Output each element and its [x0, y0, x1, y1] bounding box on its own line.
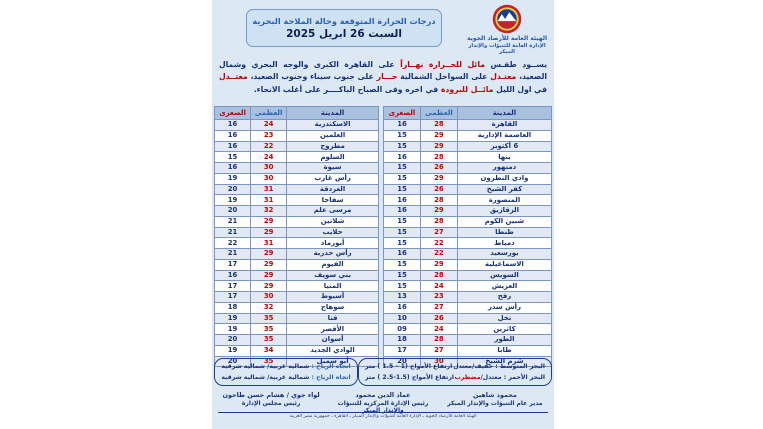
city-cell: أبورماد [287, 238, 379, 249]
agency-block [464, 4, 550, 55]
city-cell: السلوم [287, 152, 379, 163]
max-temp-cell: 26 [420, 184, 457, 195]
max-temp-cell: 28 [420, 270, 457, 281]
temperature-tables [214, 106, 552, 367]
min-temp-cell: 20 [384, 356, 421, 367]
table-row [384, 259, 552, 270]
max-temp-cell: 32 [251, 302, 287, 313]
max-temp-cell: 26 [420, 313, 457, 324]
table-row [215, 292, 379, 303]
min-temp-cell: 16 [215, 120, 251, 131]
forecast-segment: مائــل للبرودة [438, 84, 494, 94]
city-cell: رأس حدربة [287, 249, 379, 260]
table-row [215, 184, 379, 195]
max-column-header: العظمى [251, 107, 287, 120]
bulletin-title: درجات الحرارة المتوقعة وحالة الملاحة البحرية [252, 16, 436, 26]
min-temp-cell: 13 [384, 292, 421, 303]
city-cell: بني سويف [287, 270, 379, 281]
max-temp-cell: 22 [420, 238, 457, 249]
min-temp-cell: 16 [384, 120, 421, 131]
city-cell: شلاتين [287, 216, 379, 227]
table-row [215, 152, 379, 163]
min-temp-cell: 16 [384, 195, 421, 206]
max-temp-cell: 29 [420, 141, 457, 152]
mediterranean-label: البحر المتوسط : [495, 363, 545, 371]
city-cell: أسيوط [287, 292, 379, 303]
min-temp-cell: 18 [215, 302, 251, 313]
max-temp-cell: 24 [251, 152, 287, 163]
city-cell: العاصمة الإدارية [457, 130, 551, 141]
forecast-paragraph [219, 59, 547, 96]
table-row [215, 227, 379, 238]
city-cell: رفح [457, 292, 551, 303]
right-table-body [384, 120, 552, 367]
max-temp-cell: 27 [420, 227, 457, 238]
signature-name: عماد الدين محمود [355, 391, 411, 399]
agency-name: الهيئة العامة للأرصاد الجوية [466, 35, 548, 42]
table-row [215, 313, 379, 324]
max-temp-cell: 31 [251, 238, 287, 249]
min-temp-cell: 15 [384, 173, 421, 184]
max-temp-cell: 22 [251, 141, 287, 152]
max-temp-cell: 28 [420, 195, 457, 206]
bulletin-date: السبت 26 ابريل 2025 [286, 28, 402, 40]
min-temp-cell: 16 [215, 130, 251, 141]
min-temp-cell: 15 [384, 259, 421, 270]
max-temp-cell: 24 [420, 324, 457, 335]
min-temp-cell: 15 [384, 141, 421, 152]
max-temp-cell: 27 [420, 302, 457, 313]
signature-name: محمود شاهين [472, 391, 517, 399]
city-cell: بورسعيد [457, 249, 551, 260]
min-temp-cell: 17 [215, 281, 251, 292]
table-row [384, 173, 552, 184]
table-row [384, 238, 552, 249]
wind-label: اتجاه الرياح : [311, 363, 351, 371]
city-cell: الفيوم [287, 259, 379, 270]
min-temp-cell: 15 [384, 227, 421, 238]
max-temp-cell: 29 [251, 259, 287, 270]
min-temp-cell: 17 [384, 345, 421, 356]
forecast-segment: حـــار [373, 72, 398, 82]
footer-fineprint[interactable]: الهيئة العامة للأرصاد الجوية ـ الإدارة العامة للتنبؤات والإنذار المبكر ـ القاهرة ـ جمهورية مصر العربية [289, 414, 477, 419]
wind-direction-box [214, 358, 358, 386]
table-row [384, 302, 552, 313]
max-temp-cell: 26 [420, 163, 457, 174]
table-row [384, 130, 552, 141]
min-temp-cell: 17 [215, 259, 251, 270]
table-row [384, 163, 552, 174]
table-row [384, 281, 552, 292]
max-temp-cell: 28 [420, 335, 457, 346]
table-row [384, 270, 552, 281]
city-cell: الغردقة [287, 184, 379, 195]
weather-bulletin-page [212, 0, 554, 429]
max-temp-cell: 35 [251, 324, 287, 335]
left-table-body [215, 120, 379, 367]
city-cell: أسوان [287, 335, 379, 346]
max-temp-cell: 28 [420, 152, 457, 163]
max-temp-cell: 23 [420, 292, 457, 303]
city-cell: السويس [457, 270, 551, 281]
wind-value: شمالية غربية/ شمالية شرقية [221, 373, 310, 381]
footer-divider [218, 412, 548, 413]
temperature-table-left [214, 106, 379, 367]
table-row [384, 120, 552, 131]
min-temp-cell: 17 [215, 292, 251, 303]
min-temp-cell: 16 [384, 302, 421, 313]
signature-forecast-director [440, 391, 550, 414]
mediterranean-wave-height: ارتفاع الأمواج (1 – 1.5 ) متر [365, 363, 453, 371]
city-cell: مرسى علم [287, 206, 379, 217]
city-cell: العريش [457, 281, 551, 292]
max-temp-cell: 30 [420, 356, 457, 367]
max-temp-cell: 28 [420, 216, 457, 227]
table-row [215, 249, 379, 260]
table-row [384, 313, 552, 324]
city-cell: دمياط [457, 238, 551, 249]
max-column-header: العظمى [420, 107, 457, 120]
table-row [215, 163, 379, 174]
max-temp-cell: 24 [251, 120, 287, 131]
table-row [215, 130, 379, 141]
min-temp-cell: 20 [215, 206, 251, 217]
max-temp-cell: 29 [251, 249, 287, 260]
table-row [215, 324, 379, 335]
city-cell: رأس غارب [287, 173, 379, 184]
city-cell: كفر الشيخ [457, 184, 551, 195]
max-temp-cell: 32 [251, 206, 287, 217]
city-cell: العلمين [287, 130, 379, 141]
wind-line-1 [221, 363, 351, 370]
signature-name: لواء جوي / هشام حسن طاحون [222, 391, 320, 399]
min-temp-cell: 15 [384, 163, 421, 174]
city-cell: سيوة [287, 163, 379, 174]
forecast-segment: في اول الليل [493, 84, 547, 94]
table-row [215, 195, 379, 206]
city-cell: أبو سمبل [287, 356, 379, 367]
max-temp-cell: 28 [420, 120, 457, 131]
temperature-table-right [383, 106, 552, 367]
wind-line-2 [221, 374, 351, 381]
max-temp-cell: 30 [251, 173, 287, 184]
table-row [215, 281, 379, 292]
signature-title: مدير عام التنبؤات والإنذار المبكر [447, 400, 543, 407]
max-temp-cell: 35 [251, 356, 287, 367]
city-cell: طابا [457, 345, 551, 356]
city-cell: المنصورة [457, 195, 551, 206]
min-temp-cell: 20 [215, 335, 251, 346]
city-cell: القاهرة [457, 120, 551, 131]
max-temp-cell: 23 [251, 130, 287, 141]
max-temp-cell: 35 [251, 335, 287, 346]
table-row [384, 345, 552, 356]
min-temp-cell: 22 [215, 238, 251, 249]
min-temp-cell: 15 [384, 130, 421, 141]
mediterranean-value: خفيف/معتدل [453, 363, 494, 371]
table-header-row [215, 107, 379, 120]
min-temp-cell: 20 [215, 356, 251, 367]
forecast-segment: معتــدل [219, 72, 248, 82]
city-cell: الاسماعيلية [457, 259, 551, 270]
city-cell: 6 أكتوبر [457, 141, 551, 152]
min-temp-cell: 21 [215, 216, 251, 227]
table-row [384, 152, 552, 163]
min-temp-cell: 21 [215, 249, 251, 260]
table-row [384, 249, 552, 260]
city-cell: رأس سدر [457, 302, 551, 313]
min-temp-cell: 19 [215, 313, 251, 324]
city-cell: وادي النطرون [457, 173, 551, 184]
max-temp-cell: 29 [420, 259, 457, 270]
table-row [384, 206, 552, 217]
city-cell: الوادي الجديد [287, 345, 379, 356]
min-temp-cell: 15 [384, 281, 421, 292]
max-temp-cell: 34 [251, 345, 287, 356]
city-cell: الأقصر [287, 324, 379, 335]
signature-title: رئيس الإدارة المركزية للتنبؤات والإنذار المبكر [337, 400, 429, 414]
red-sea-state [455, 374, 546, 381]
min-temp-cell: 19 [215, 324, 251, 335]
max-temp-cell: 29 [251, 281, 287, 292]
city-cell: نخل [457, 313, 551, 324]
min-temp-cell: 15 [384, 184, 421, 195]
max-temp-cell: 27 [420, 345, 457, 356]
max-temp-cell: 22 [420, 249, 457, 260]
table-row [384, 141, 552, 152]
table-row [215, 238, 379, 249]
city-column-header: المدينة [287, 107, 379, 120]
table-row [384, 324, 552, 335]
max-temp-cell: 30 [251, 292, 287, 303]
table-row [215, 173, 379, 184]
min-temp-cell: 16 [215, 270, 251, 281]
city-cell: مطروح [287, 141, 379, 152]
min-temp-cell: 16 [215, 163, 251, 174]
city-column-header: المدينة [457, 107, 551, 120]
city-cell: حلايب [287, 227, 379, 238]
table-row [215, 206, 379, 217]
min-temp-cell: 20 [215, 184, 251, 195]
city-cell: الطور [457, 335, 551, 346]
max-temp-cell: 29 [420, 206, 457, 217]
red-sea-value-disturbed: مضطرب [454, 373, 481, 381]
min-column-header: الصغرى [384, 107, 421, 120]
forecast-segment: على جنوب سيناء وجنوب الصعيد، [247, 72, 374, 82]
table-row [215, 120, 379, 131]
signature-title: رئيس مجلس الإدارة [241, 400, 301, 407]
red-sea-line [365, 374, 545, 381]
min-temp-cell: 15 [215, 152, 251, 163]
max-temp-cell: 31 [251, 184, 287, 195]
city-cell: شرم الشيخ [457, 356, 551, 367]
max-temp-cell: 29 [420, 173, 457, 184]
max-temp-cell: 35 [251, 313, 287, 324]
max-temp-cell: 29 [251, 227, 287, 238]
min-temp-cell: 16 [384, 206, 421, 217]
min-column-header: الصغرى [215, 107, 251, 120]
mediterranean-line [365, 363, 545, 370]
signatures-row [216, 391, 550, 414]
table-row [215, 216, 379, 227]
max-temp-cell: 30 [251, 163, 287, 174]
city-cell: شبين الكوم [457, 216, 551, 227]
max-temp-cell: 29 [251, 216, 287, 227]
max-temp-cell: 31 [251, 195, 287, 206]
city-cell: سفاجا [287, 195, 379, 206]
city-cell: بنها [457, 152, 551, 163]
mediterranean-state [453, 363, 545, 370]
min-temp-cell: 09 [384, 324, 421, 335]
city-cell: الزقازيق [457, 206, 551, 217]
forecast-segment: على القاهرة الكبرى والوجه البحري وشمال الصعيد، [219, 60, 547, 82]
min-temp-cell: 15 [384, 238, 421, 249]
min-temp-cell: 10 [384, 313, 421, 324]
title-box [246, 9, 442, 47]
agency-logo-icon [492, 4, 522, 34]
signature-board-chairman [216, 391, 326, 414]
red-sea-label: البحر الأحمر : [503, 373, 545, 381]
table-row [215, 345, 379, 356]
table-row [215, 335, 379, 346]
table-row [215, 270, 379, 281]
forecast-segment: على السواحل الشمالية [397, 72, 488, 82]
min-temp-cell: 15 [384, 216, 421, 227]
city-cell: سوهاج [287, 302, 379, 313]
table-row [384, 184, 552, 195]
city-cell: الاسكندرية [287, 120, 379, 131]
signature-central-admin-head [328, 391, 438, 414]
city-cell: المنيا [287, 281, 379, 292]
forecast-segment: يســود طقـس [484, 60, 547, 69]
wind-value: شمالية غربية/ شمالية شرقية [221, 363, 310, 371]
table-row [215, 302, 379, 313]
min-temp-cell: 16 [384, 152, 421, 163]
sea-state-box [358, 358, 552, 386]
city-cell: كاترين [457, 324, 551, 335]
city-cell: قنا [287, 313, 379, 324]
min-temp-cell: 15 [384, 270, 421, 281]
max-temp-cell: 24 [420, 281, 457, 292]
table-header-row [384, 107, 552, 120]
red-sea-wave-height: ارتفاع الأمواج (1.5-2.5 ) متر [365, 373, 455, 381]
max-temp-cell: 29 [420, 130, 457, 141]
forecast-segment: مائل للحــرارة نهــاراً [394, 60, 485, 69]
wind-label: اتجاه الرياح : [311, 373, 351, 381]
min-temp-cell: 16 [384, 249, 421, 260]
agency-department: الإدارة العامة للتنبؤات والإنذار المبكر [468, 43, 546, 55]
min-temp-cell: 18 [384, 335, 421, 346]
forecast-segment: في اخره وفى الصباح الباكــــر على أغلب الانحاء. [253, 84, 439, 94]
red-sea-value: معتدل/ [480, 373, 502, 381]
city-cell: دمنهور [457, 163, 551, 174]
min-temp-cell: 19 [215, 173, 251, 184]
table-row [384, 195, 552, 206]
table-row [384, 335, 552, 346]
table-row [384, 216, 552, 227]
min-temp-cell: 19 [215, 345, 251, 356]
min-temp-cell: 16 [215, 141, 251, 152]
forecast-segment: معتـدل [487, 72, 517, 82]
table-row [215, 141, 379, 152]
table-row [384, 227, 552, 238]
min-temp-cell: 21 [215, 227, 251, 238]
max-temp-cell: 29 [251, 270, 287, 281]
table-row [384, 292, 552, 303]
city-cell: طنطا [457, 227, 551, 238]
table-row [215, 259, 379, 270]
min-temp-cell: 19 [215, 195, 251, 206]
